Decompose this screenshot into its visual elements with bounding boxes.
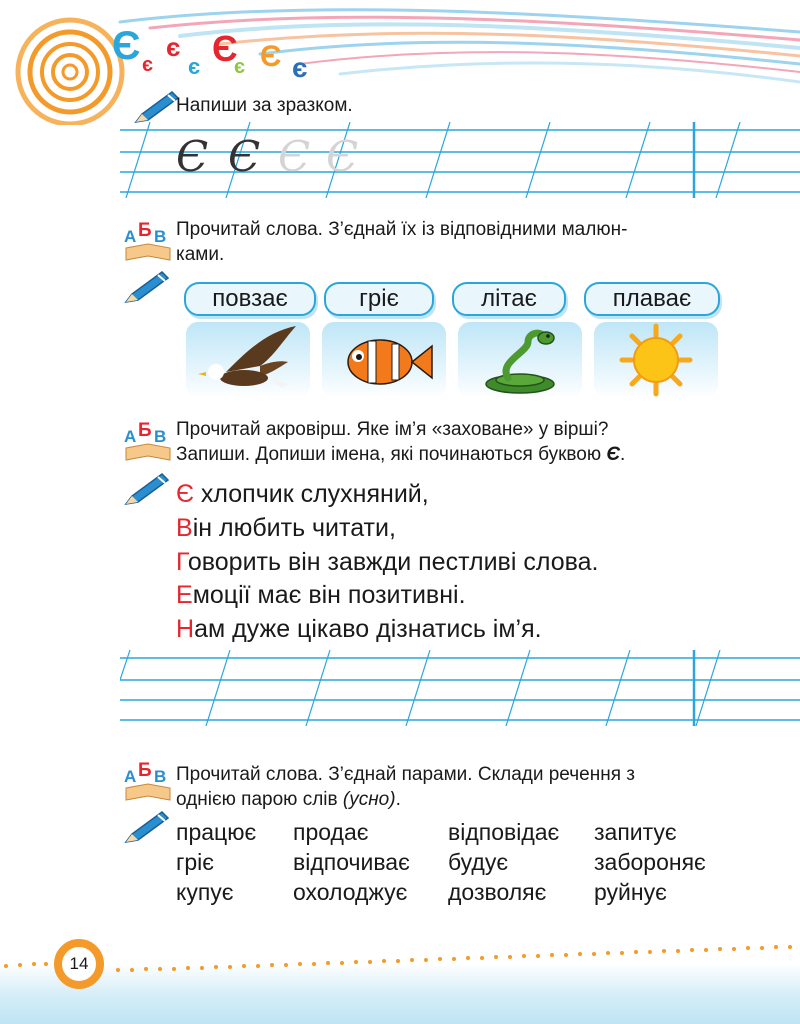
sun-picture[interactable] xyxy=(594,322,718,398)
sample-letter: Є xyxy=(228,132,261,181)
sample-letter: Є xyxy=(176,132,209,181)
poem-first-letter: Е xyxy=(176,581,193,609)
eagle-icon xyxy=(186,322,310,398)
svg-text:В: В xyxy=(154,767,167,786)
task2-instruction-line2: ками. xyxy=(176,244,225,265)
handwriting-lines-1[interactable] xyxy=(120,122,800,198)
footer-dots xyxy=(0,930,800,980)
task3-instruction-line2 xyxy=(176,443,625,467)
svg-text:Б: Б xyxy=(138,760,152,781)
poem-line-text: оворить він завжди пестливі слова. xyxy=(187,548,599,576)
header-letter: є xyxy=(292,52,308,83)
header-letter: є xyxy=(234,56,246,78)
abv-book-icon xyxy=(122,218,174,262)
poem-first-letter: В xyxy=(176,514,193,542)
poem-first-letter: Г xyxy=(176,548,188,576)
poem-line xyxy=(176,580,466,610)
pair-word[interactable]: будує xyxy=(448,849,509,875)
task3-instruction-line1: Прочитай акровірш. Яке ім’я «заховане» у вірші? xyxy=(176,419,609,440)
trace-letter: Є xyxy=(326,132,359,181)
pair-word[interactable]: руйнує xyxy=(594,879,667,905)
fish-picture[interactable] xyxy=(322,322,446,398)
word-card[interactable]: плаває xyxy=(584,282,720,316)
pen-icon xyxy=(122,808,172,848)
pair-word[interactable]: купує xyxy=(176,879,234,905)
poem-line xyxy=(176,479,429,509)
sun-icon xyxy=(594,322,718,398)
pair-word[interactable]: відповідає xyxy=(448,819,560,845)
handwriting-lines-2[interactable] xyxy=(120,650,800,726)
eagle-picture[interactable] xyxy=(186,322,310,398)
pair-word[interactable]: гріє xyxy=(176,849,215,875)
pair-word[interactable]: забороняє xyxy=(594,849,706,875)
snake-icon xyxy=(458,322,582,398)
abv-book-icon xyxy=(122,758,174,802)
poem-first-letter: Є xyxy=(176,480,194,508)
snake-picture[interactable] xyxy=(458,322,582,398)
task2-instruction-line1: Прочитай слова. З’єднай їх із відповідними малюн- xyxy=(176,219,628,240)
task4-instruction-line1: Прочитай слова. З’єднай парами. Склади речення з xyxy=(176,764,635,785)
word-card[interactable]: літає xyxy=(452,282,566,316)
pen-icon xyxy=(122,268,172,308)
poem-line xyxy=(176,513,396,543)
abv-book-icon xyxy=(122,418,174,462)
header-letter: Є xyxy=(260,40,282,73)
poem-line-text: хлопчик слухняний, xyxy=(193,480,429,508)
pen-icon xyxy=(122,470,172,510)
poem-first-letter: Н xyxy=(176,615,195,643)
trace-letter: Є xyxy=(278,132,311,181)
header-letters xyxy=(112,24,342,94)
poem-line-text: ам дуже цікаво дізнатись ім’я. xyxy=(194,615,542,643)
header-letter: є xyxy=(188,54,201,79)
task4-instruction-end: . xyxy=(395,789,401,810)
pair-word[interactable]: охолоджує xyxy=(293,879,408,905)
poem-line xyxy=(176,547,598,577)
task3-instruction-text: Запиши. Допиши імена, які починаються буквою xyxy=(176,444,607,465)
svg-text:А: А xyxy=(124,427,137,446)
pair-word[interactable]: продає xyxy=(293,819,369,845)
pair-word[interactable]: дозволяє xyxy=(448,879,547,905)
pair-word[interactable]: запитує xyxy=(594,819,677,845)
header-letter: Є xyxy=(112,24,141,68)
task3-instruction-end: . xyxy=(620,444,626,465)
pair-word[interactable]: відпочиває xyxy=(293,849,410,875)
svg-text:В: В xyxy=(154,227,167,246)
fish-icon xyxy=(322,322,446,398)
task4-instruction-text: однією парою слів xyxy=(176,789,343,810)
header-letter: є xyxy=(166,32,181,62)
poem-line xyxy=(176,614,542,644)
svg-text:А: А xyxy=(124,227,137,246)
svg-text:Б: Б xyxy=(138,220,152,241)
header-letter: Є xyxy=(212,28,238,69)
pair-word[interactable]: працює xyxy=(176,819,257,845)
svg-text:Б: Б xyxy=(138,420,152,441)
poem-line-text: ін любить читати, xyxy=(192,514,396,542)
header-letter: є xyxy=(142,54,154,76)
word-card[interactable]: повзає xyxy=(184,282,316,316)
task4-instruction-italic: (усно) xyxy=(342,789,396,810)
spiral-decoration xyxy=(18,20,122,124)
svg-text:А: А xyxy=(124,767,137,786)
word-card[interactable]: гріє xyxy=(324,282,434,316)
task1-instruction: Напиши за зразком. xyxy=(176,95,353,116)
task3-instruction-letter: Є xyxy=(606,444,621,465)
page-number: 14 xyxy=(54,939,104,989)
task4-instruction-line2 xyxy=(176,788,401,812)
poem-line-text: моції має він позитивні. xyxy=(192,581,466,609)
svg-text:В: В xyxy=(154,427,167,446)
